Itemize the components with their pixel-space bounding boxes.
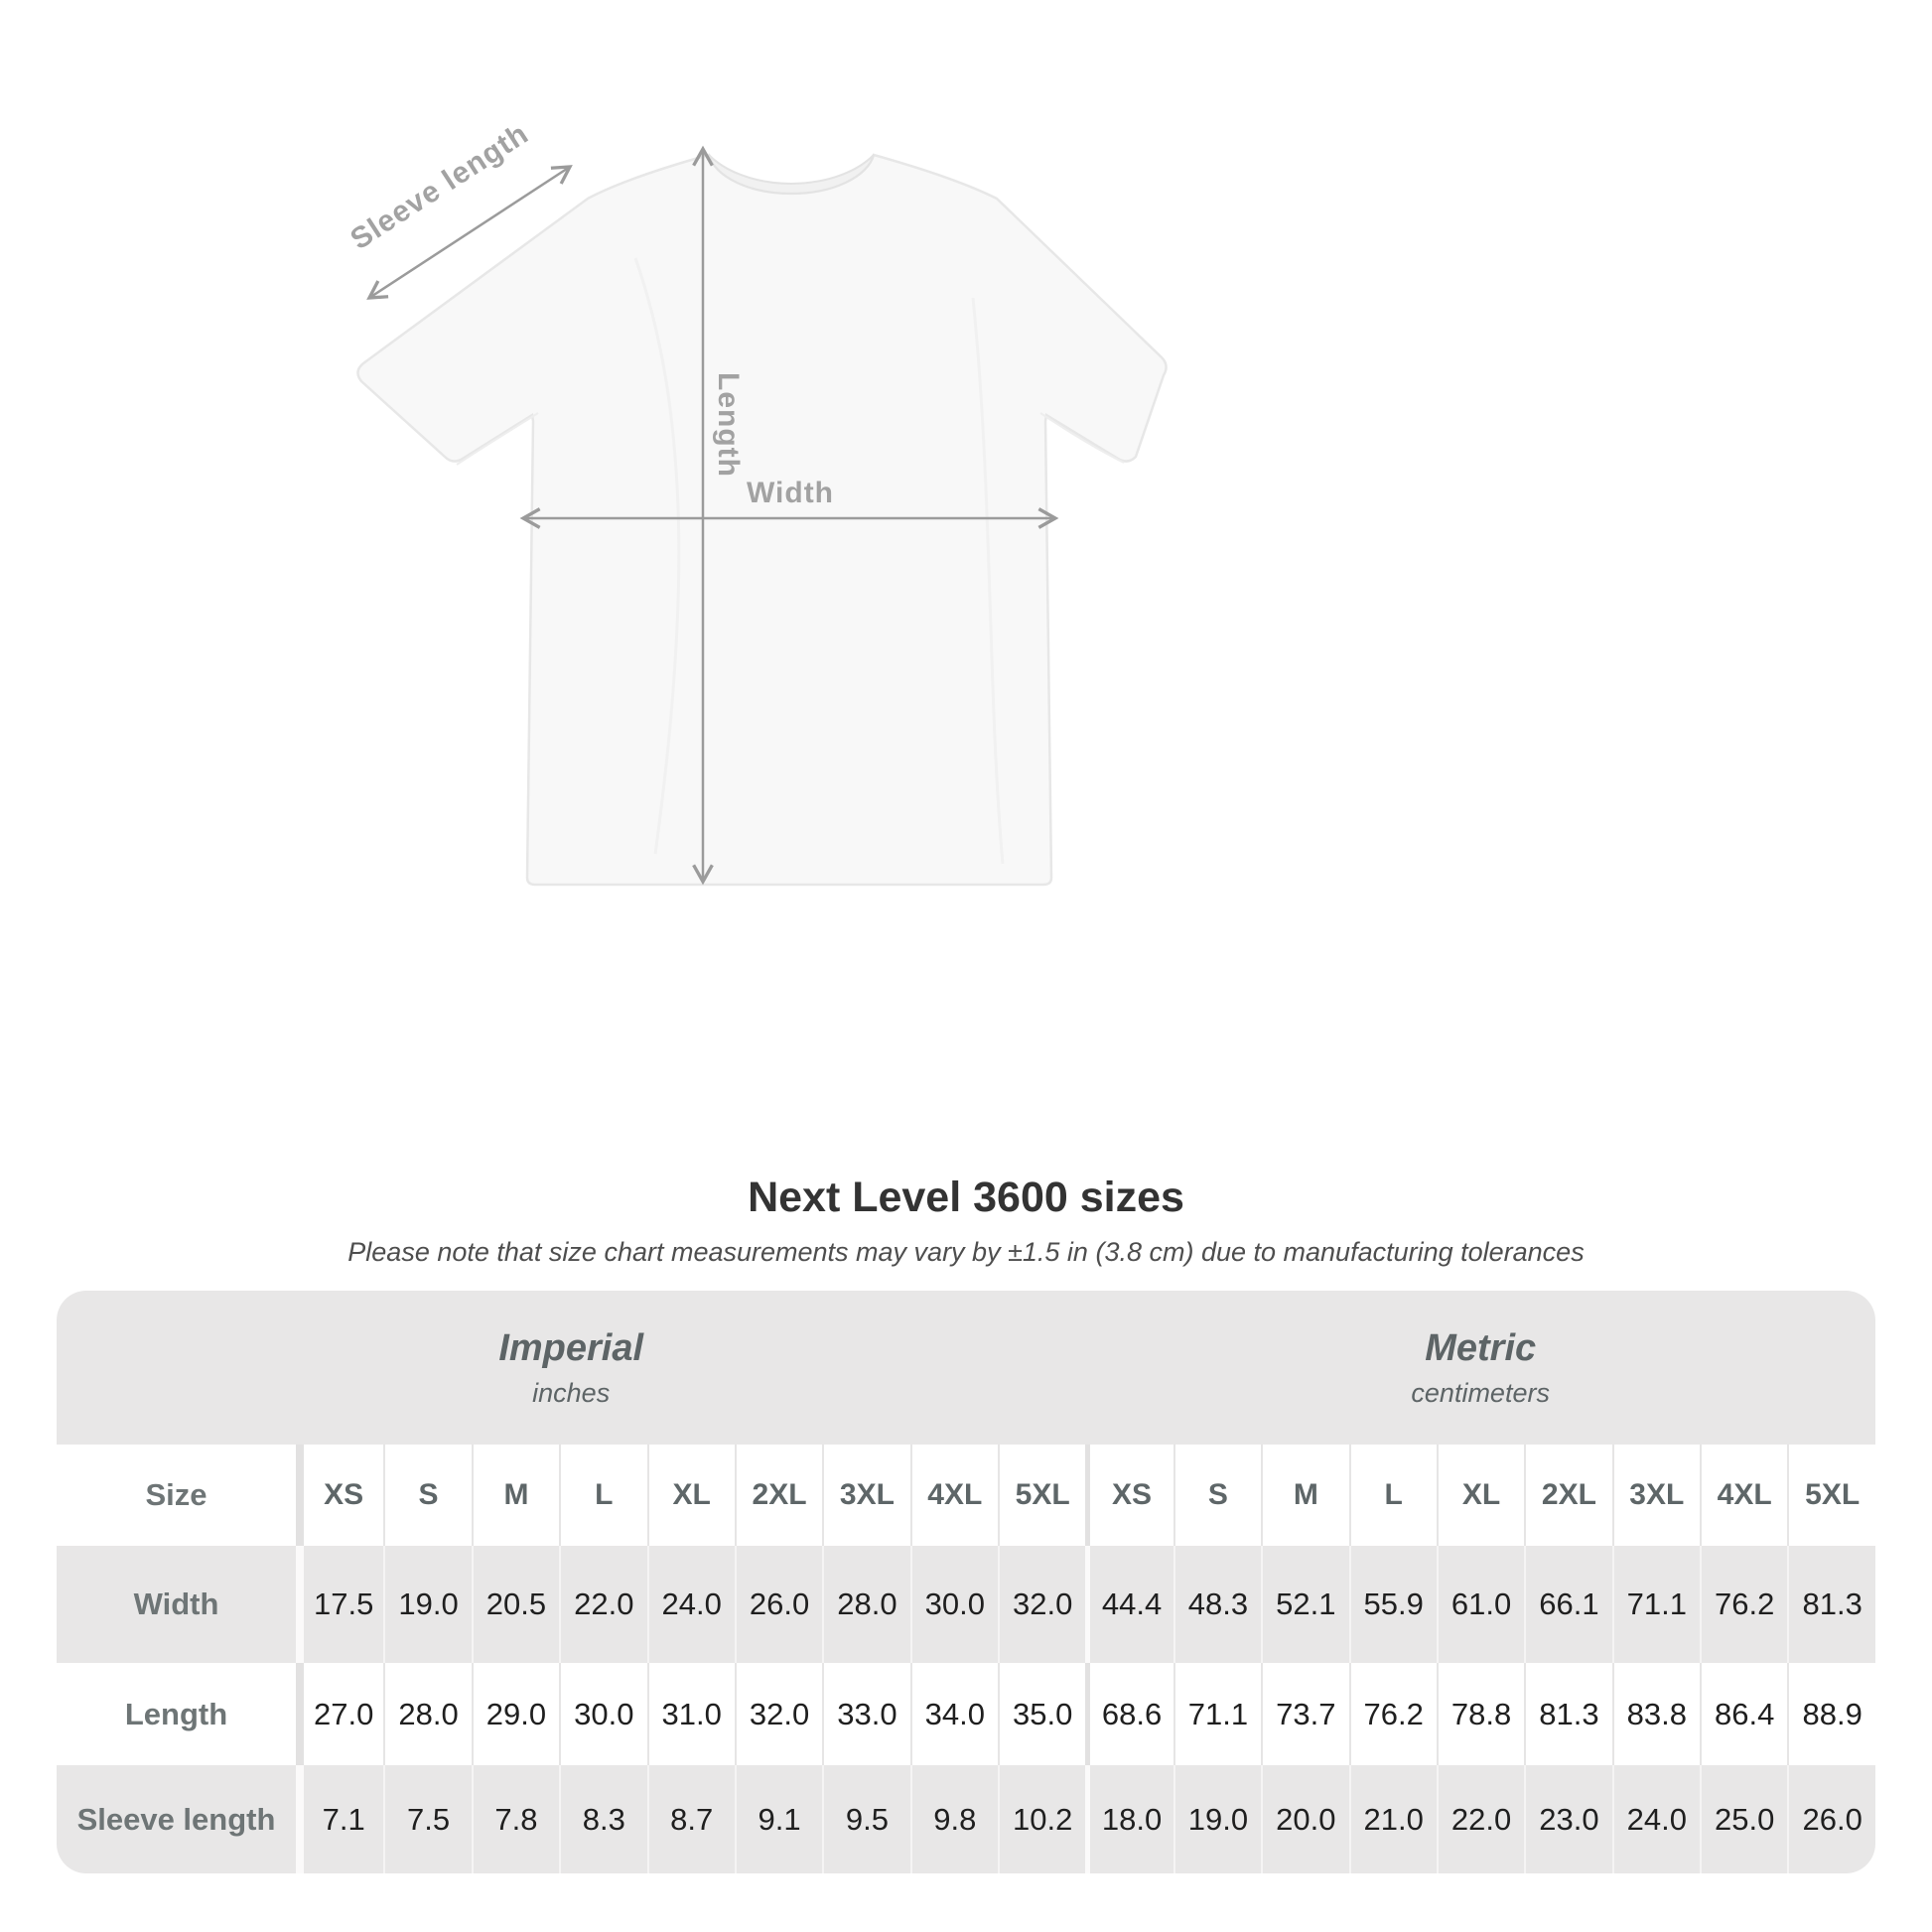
sleeve-value-cell: 20.0 (1261, 1765, 1348, 1873)
length-value-cell: 78.8 (1437, 1663, 1524, 1765)
width-value-cell: 30.0 (910, 1546, 998, 1663)
size-header-cell: 2XL (1524, 1445, 1611, 1546)
length-row-label: Length (57, 1663, 296, 1765)
metric-header (1085, 1291, 1875, 1445)
sleeve-value-cell: 19.0 (1173, 1765, 1261, 1873)
length-value-cell: 32.0 (735, 1663, 822, 1765)
width-value-cell: 32.0 (998, 1546, 1085, 1663)
sleeve-value-cell: 9.8 (910, 1765, 998, 1873)
size-header-cell: 3XL (1612, 1445, 1700, 1546)
sleeve-length-label: Sleeve length (345, 116, 535, 257)
width-value-cell: 61.0 (1437, 1546, 1524, 1663)
width-value-cell: 48.3 (1173, 1546, 1261, 1663)
width-value-cell: 26.0 (735, 1546, 822, 1663)
length-value-cell: 73.7 (1261, 1663, 1348, 1765)
size-header-cell: 4XL (910, 1445, 998, 1546)
size-column-header: Size (57, 1445, 296, 1546)
size-header-cell: 3XL (822, 1445, 909, 1546)
length-value-cell: 31.0 (647, 1663, 735, 1765)
sleeve-value-cell: 22.0 (1437, 1765, 1524, 1873)
size-header-cell: 2XL (735, 1445, 822, 1546)
length-label: Length (712, 372, 745, 478)
size-header-cell: L (559, 1445, 646, 1546)
length-row (57, 1663, 1875, 1765)
sleeve-value-cell: 18.0 (1085, 1765, 1173, 1873)
length-value-cell: 86.4 (1700, 1663, 1787, 1765)
size-header-cell: 5XL (1787, 1445, 1875, 1546)
size-header-cell: M (472, 1445, 559, 1546)
metric-unit: centimeters (1411, 1377, 1550, 1408)
length-value-cell: 27.0 (296, 1663, 383, 1765)
sleeve-value-cell: 7.8 (472, 1765, 559, 1873)
length-value-cell: 34.0 (910, 1663, 998, 1765)
width-value-cell: 24.0 (647, 1546, 735, 1663)
sleeve-value-cell: 25.0 (1700, 1765, 1787, 1873)
width-value-cell: 76.2 (1700, 1546, 1787, 1663)
size-header-cell: 5XL (998, 1445, 1085, 1546)
length-value-cell: 30.0 (559, 1663, 646, 1765)
size-chart-table (57, 1291, 1875, 1873)
sleeve-value-cell: 9.1 (735, 1765, 822, 1873)
length-value-cell: 35.0 (998, 1663, 1085, 1765)
width-row-label: Width (133, 1587, 219, 1621)
length-value-cell: 81.3 (1524, 1663, 1611, 1765)
width-row (57, 1546, 1875, 1663)
imperial-label: Imperial (498, 1326, 644, 1369)
length-value-cell: 29.0 (472, 1663, 559, 1765)
size-header-cell: XL (1437, 1445, 1524, 1546)
length-value-cell: 33.0 (822, 1663, 909, 1765)
length-value-cell: 68.6 (1085, 1663, 1173, 1765)
width-value-cell: 44.4 (1085, 1546, 1173, 1663)
size-header-cell: 4XL (1700, 1445, 1787, 1546)
size-header-cell: S (383, 1445, 471, 1546)
sleeve-value-cell: 8.7 (647, 1765, 735, 1873)
sleeve-value-cell: 9.5 (822, 1765, 909, 1873)
sleeve-value-cell: 21.0 (1349, 1765, 1437, 1873)
metric-label: Metric (1425, 1326, 1537, 1369)
length-value-cell: 88.9 (1787, 1663, 1875, 1765)
tshirt-graphic (357, 155, 1166, 885)
imperial-header (57, 1291, 1085, 1445)
unit-header-row (57, 1291, 1875, 1445)
width-value-cell: 71.1 (1612, 1546, 1700, 1663)
width-value-cell: 20.5 (472, 1546, 559, 1663)
width-value-cell: 55.9 (1349, 1546, 1437, 1663)
page-title: Next Level 3600 sizes (748, 1173, 1184, 1221)
size-header-cell: XS (296, 1445, 383, 1546)
width-value-cell: 28.0 (822, 1546, 909, 1663)
sleeve-value-cell: 7.5 (383, 1765, 471, 1873)
size-header-cell: XS (1085, 1445, 1173, 1546)
width-value-cell: 52.1 (1261, 1546, 1348, 1663)
width-value-cell: 81.3 (1787, 1546, 1875, 1663)
size-chart (57, 1291, 1875, 1873)
width-value-cell: 19.0 (383, 1546, 471, 1663)
size-header-cell: XL (647, 1445, 735, 1546)
size-header-cell: M (1261, 1445, 1348, 1546)
length-value-cell: 83.8 (1612, 1663, 1700, 1765)
sleeve-value-cell: 10.2 (998, 1765, 1085, 1873)
size-header-cell: L (1349, 1445, 1437, 1546)
tolerance-note: Please note that size chart measurements may vary by ±1.5 in (3.8 cm) due to manufacturing tolerances (347, 1237, 1585, 1267)
width-value-cell: 66.1 (1524, 1546, 1611, 1663)
width-label: Width (746, 477, 835, 509)
sleeve-value-cell: 24.0 (1612, 1765, 1700, 1873)
size-header-row (57, 1445, 1875, 1546)
length-value-cell: 71.1 (1173, 1663, 1261, 1765)
sleeve-value-cell: 8.3 (559, 1765, 646, 1873)
sleeve-value-cell: 23.0 (1524, 1765, 1611, 1873)
length-value-cell: 76.2 (1349, 1663, 1437, 1765)
width-value-cell: 17.5 (296, 1546, 383, 1663)
width-value-cell: 22.0 (559, 1546, 646, 1663)
length-value-cell: 28.0 (383, 1663, 471, 1765)
imperial-unit: inches (532, 1377, 611, 1408)
sleeve-value-cell: 26.0 (1787, 1765, 1875, 1873)
size-header-cell: S (1173, 1445, 1261, 1546)
sleeve-row-label: Sleeve length (76, 1801, 276, 1837)
sleeve-value-cell: 7.1 (296, 1765, 383, 1873)
sleeve-length-row (57, 1765, 1875, 1873)
